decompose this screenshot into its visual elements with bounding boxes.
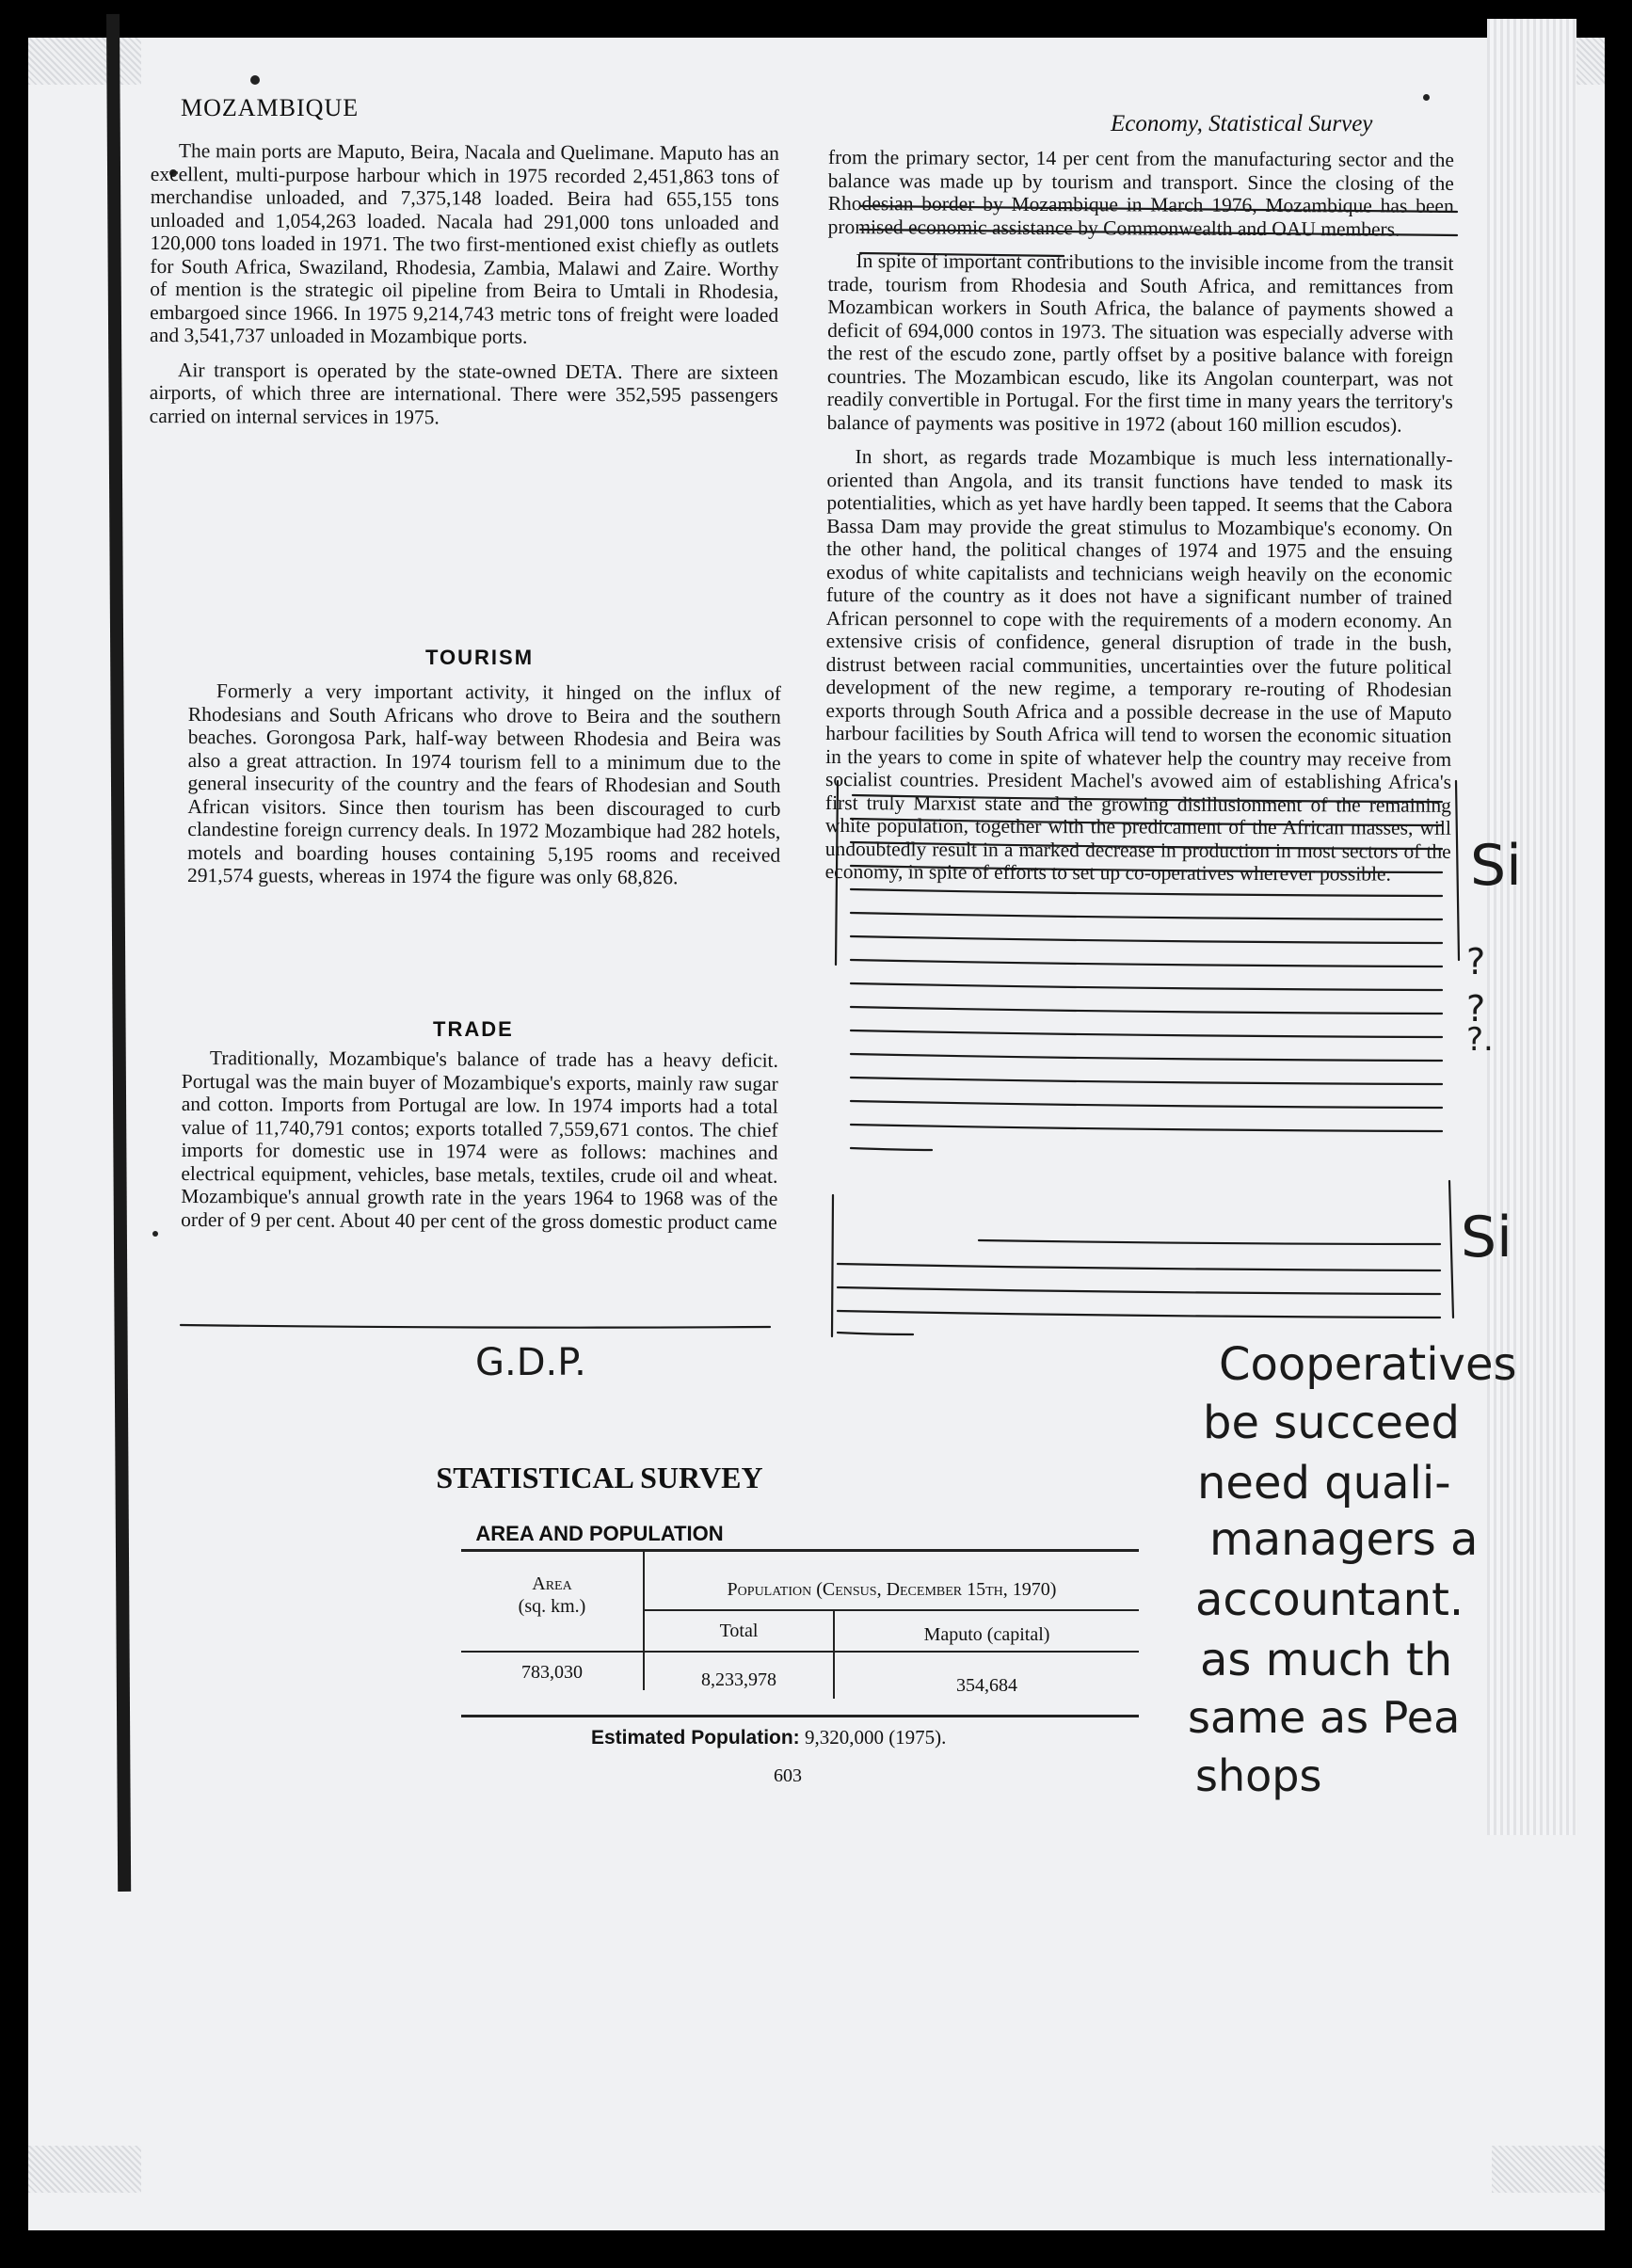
handwritten-margin-note: Si — [1461, 1205, 1512, 1270]
underline-stroke — [851, 889, 1442, 896]
paragraph-primary-sector: from the primary sector, 14 per cent from the manufacturing sector and the balance was made up by tourism and transport. Since the closing of the Rhodesian border by Mozambique in March 1976, Mozambique has been promised economic assistance by Commonwealth and OAU members. — [827, 146, 1454, 241]
area-value: 783,030 — [521, 1662, 583, 1683]
underline-stroke — [851, 1125, 1442, 1131]
area-unit: (sq. km.) — [518, 1596, 586, 1617]
handwritten-question-mark: ?. — [1466, 1021, 1494, 1059]
handwritten-gdp: G.D.P. — [475, 1341, 586, 1384]
total-header: Total — [719, 1621, 759, 1641]
estimated-value: 9,320,000 (1975). — [804, 1726, 947, 1749]
handwritten-note-line: managers a — [1209, 1513, 1479, 1566]
area-header: Area — [532, 1573, 572, 1594]
margin-bracket — [832, 1195, 833, 1336]
handwritten-note-line: Cooperatives — [1219, 1338, 1517, 1391]
underline-stroke — [851, 913, 1442, 919]
underline-stroke — [851, 960, 1442, 966]
population-header: Population (Census, December 15th, 1970) — [727, 1579, 1057, 1600]
underline-stroke — [851, 866, 1442, 872]
underline-stroke — [851, 1030, 1442, 1037]
underline-stroke — [851, 1078, 1442, 1084]
heading-tourism: TOURISM — [425, 646, 535, 669]
total-value: 8,233,978 — [701, 1669, 776, 1690]
handwritten-note-line: be succeed — [1203, 1397, 1460, 1449]
handwritten-margin-note: Si — [1470, 833, 1522, 899]
underline-stroke — [860, 206, 1457, 212]
statistical-survey-title: STATISTICAL SURVEY — [436, 1461, 763, 1494]
underline-stroke — [860, 253, 1064, 256]
paragraph-ports: The main ports are Maputo, Beira, Nacala and Quelimane. Maputo has an excellent, multi-purpose harbour which in 1975 recorded 2,451,863 tons of merchandise unloaded, and 7,375,148 loaded. Beira had 655,155 tons unloaded and 1,054,263 loaded. Nacala had 291,000 tons unloaded and 120,000 tons loaded in 1971. The two first-mentioned exist chiefly as outlets for South Africa, Swaziland, Rhodesia, Zambia, Malawi and Zaire. Worthy of mention is the strategic oil pipeline from Beira to Umtali in Rhodesia, embargoed since 1966. In 1975 9,214,743 metric tons of freight were loaded and 3,541,737 unloaded in Mozambique ports. — [150, 139, 779, 348]
paragraph-trade: Traditionally, Mozambique's balance of trade has a heavy deficit. Portugal was the main buyer of Mozambique's exports, mainly raw sugar and cotton. Imports from Portugal are low. In 1974 imports had a total value of 11,740,791 contos; exports totalled 7,559,671 contos. The chief imports for domestic use in 1974 were as follows: machines and electrical equipment, vehicles, base metals, textiles, crude oil and wheat. Mozambique's annual growth rate in the years 1964 to 1968 was of the order of 9 per cent. About 40 per cent of the gross domestic product came — [181, 1046, 778, 1234]
underline-stroke — [851, 1054, 1442, 1061]
underline-stroke — [851, 819, 1442, 825]
paragraph-balance-of-payments: In spite of important contributions to the invisible income from the transit trade, tourism from Rhodesia and South Africa, and remittances from Mozambican workers in South Africa, the balance of payments showed a deficit of 694,000 contos in 1973. The situation was especially adverse with the rest of the escudo zone, partly offset by a positive balance with foreign countries. The Mozambican escudo, like its Angolan counterpart, was not readily convertible in Portugal. For the first time in many years the territory's balance of payments was positive in 1972 (about 160 million escudos). — [826, 249, 1454, 437]
handwritten-note-line: as much th — [1200, 1634, 1453, 1686]
handwritten-note-line: accountant. — [1195, 1573, 1464, 1626]
underline-stroke — [851, 936, 1442, 943]
underline-stroke — [853, 795, 1442, 802]
underline-stroke — [838, 1264, 1440, 1270]
handwritten-note-line: shops — [1195, 1750, 1322, 1801]
capital-value: 354,684 — [956, 1675, 1017, 1696]
underline-stroke — [851, 1007, 1442, 1014]
paragraph-trade-outlook: In short, as regards trade Mozambique is much less internationally-oriented than Angola, and its transit functions have tended to mask its potentialities, which as yet have hardly been tapped. It seems that the Cabora Bassa Dam may provide the great stimulus to Mozambique's economy. On the other hand, the political changes of 1974 and 1975 and the ensuing exodus of white capitalists and technicians weigh heavily on the economic future of the country as it does not have a significant number of trained African personnel to cope with the requirements of a modern economy. An extensive crisis of confidence, general disruption of trade in the bush, distrust between racial communities, uncertainties over the future political development of the new regime, a temporary re-routing of Rhodesian exports through South Africa and a possible decrease in the use of Maputo harbour facilities by South Africa will tend to worsen the economic situation in the years to come in spite of whatever help the country may receive from socialist countries. President Machel's avowed aim of establishing Africa's first truly Marxist state and the growing disillusionment of the remaining white population, together with the predicament of the African masses, will undoubtedly result in a marked decrease in production in most sectors of the economy, in spite of efforts to set up co-operatives wherever possible. — [824, 445, 1453, 886]
handwritten-note-line: same as Pea — [1188, 1692, 1461, 1743]
estimated-label: Estimated Population: — [591, 1727, 800, 1749]
page-header-section: Economy, Statistical Survey — [1111, 111, 1373, 136]
paragraph-tourism: Formerly a very important activity, it hinged on the influx of Rhodesians and South Africans who drove to Beira and the southern beaches. Gorongosa Park, half-way between Rhodesia and Beira was also a great attraction. In 1974 tourism fell to a minimum due to the general insecurity of the country and the fears of Rhodesian and South African visitors. Since then tourism has been discouraged to curb clandestine foreign currency deals. In 1972 Mozambique had 282 hotels, motels and boarding houses containing 5,195 rooms and received 291,574 guests, whereas in 1974 the figure was only 68,826. — [187, 679, 781, 889]
handwritten-question-mark: ? — [1466, 988, 1486, 1030]
capital-header: Maputo (capital) — [923, 1624, 1050, 1645]
handwritten-question-mark: ? — [1466, 941, 1486, 982]
underline-stroke — [851, 1148, 932, 1150]
handwritten-note-line: need quali- — [1197, 1457, 1451, 1509]
underline-stroke — [860, 230, 1457, 235]
underline-stroke — [838, 1287, 1440, 1294]
heading-trade: TRADE — [433, 1017, 514, 1041]
underline-stroke — [838, 1311, 1440, 1318]
page-number: 603 — [774, 1765, 802, 1786]
area-population-heading: AREA AND POPULATION — [475, 1522, 724, 1545]
underline-stroke — [851, 983, 1442, 990]
underline-stroke — [181, 1325, 770, 1328]
page-header-country: MOZAMBIQUE — [181, 94, 360, 121]
underline-stroke — [851, 1101, 1442, 1108]
paragraph-air-transport: Air transport is operated by the state-owned DETA. There are sixteen airports, of which three are international. There were 352,595 passengers carried on internal services in 1975. — [149, 358, 778, 428]
underline-stroke — [838, 1333, 913, 1334]
margin-bracket — [1449, 1181, 1453, 1318]
underline-stroke — [851, 842, 1442, 849]
margin-bracket — [1456, 781, 1459, 960]
margin-bracket — [836, 781, 838, 965]
underline-stroke — [979, 1240, 1440, 1244]
